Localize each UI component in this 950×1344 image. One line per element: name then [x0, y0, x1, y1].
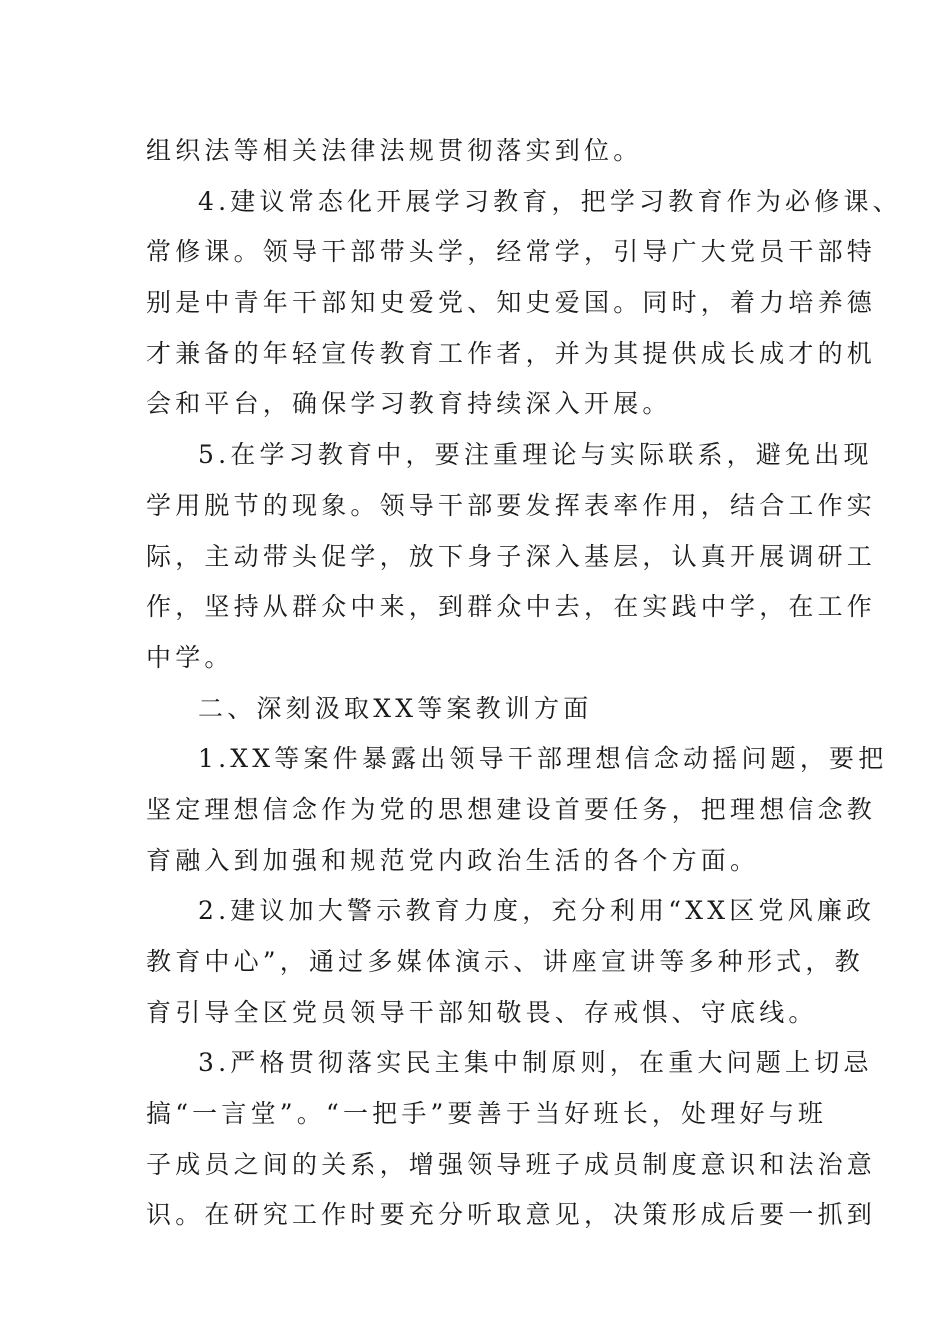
text-line: 中学。	[146, 642, 234, 672]
text-line: 教育中心”，通过多媒体演示、讲座宣讲等多种形式，教	[146, 947, 864, 976]
text-line: 子成员之间的关系，增强领导班子成员制度意识和法治意	[146, 1149, 877, 1179]
text-line: 5.在学习教育中，要注重理论与实际联系，避免出现	[198, 440, 873, 470]
text-line: 育引导全区党员领导干部知敬畏、存戒惧、守底线。	[146, 997, 818, 1027]
text-line: 育融入到加强和规范党内政治生活的各个方面。	[146, 845, 760, 875]
text-line: 学用脱节的现象。领导干部要发挥表率作用，结合工作实	[146, 490, 877, 520]
paragraph-lesson-1	[146, 734, 888, 886]
text-line: 才兼备的年轻宣传教育工作者，并为其提供成长成才的机	[146, 338, 877, 368]
paragraph-lesson-2	[146, 886, 876, 1038]
document-body	[146, 126, 902, 1241]
section-heading	[146, 684, 826, 735]
section-heading-text: 二、深刻汲取XX等案教训方面	[198, 693, 593, 723]
paragraph-continuation	[146, 126, 826, 177]
text-line: 作，坚持从群众中来，到群众中去，在实践中学，在工作	[146, 592, 877, 622]
paragraph-suggestion-5	[146, 430, 877, 683]
text-line: 4.建议常态化开展学习教育，把学习教育作为必修课、	[198, 186, 902, 216]
paragraph-lesson-3	[146, 1038, 877, 1241]
paragraph-suggestion-4	[146, 177, 902, 430]
text-line: 别是中青年干部知史爱党、知史爱国。同时，着力培养德	[146, 288, 877, 318]
text-line: 坚定理想信念作为党的思想建设首要任务，把理想信念教	[146, 794, 877, 824]
text-line: 组织法等相关法律法规贯彻落实到位。	[146, 136, 643, 165]
text-line: 常修课。领导干部带头学，经常学，引导广大党员干部特	[146, 237, 877, 267]
text-line: 会和平台，确保学习教育持续深入开展。	[146, 389, 672, 419]
text-line: 际，主动带头促学，放下身子深入基层，认真开展调研工	[146, 541, 877, 571]
text-line: 搞“一言堂”。“一把手”要善于当好班长，处理好与班	[146, 1099, 828, 1129]
text-line: 识。在研究工作时要充分听取意见，决策形成后要一抓到	[146, 1200, 877, 1230]
text-line: 1.XX等案件暴露出领导干部理想信念动摇问题，要把	[198, 744, 888, 774]
text-line: 3.严格贯彻落实民主集中制原则，在重大问题上切忌	[198, 1048, 873, 1078]
text-line: 2.建议加大警示教育力度，充分利用“XX区党风廉政	[198, 896, 876, 926]
